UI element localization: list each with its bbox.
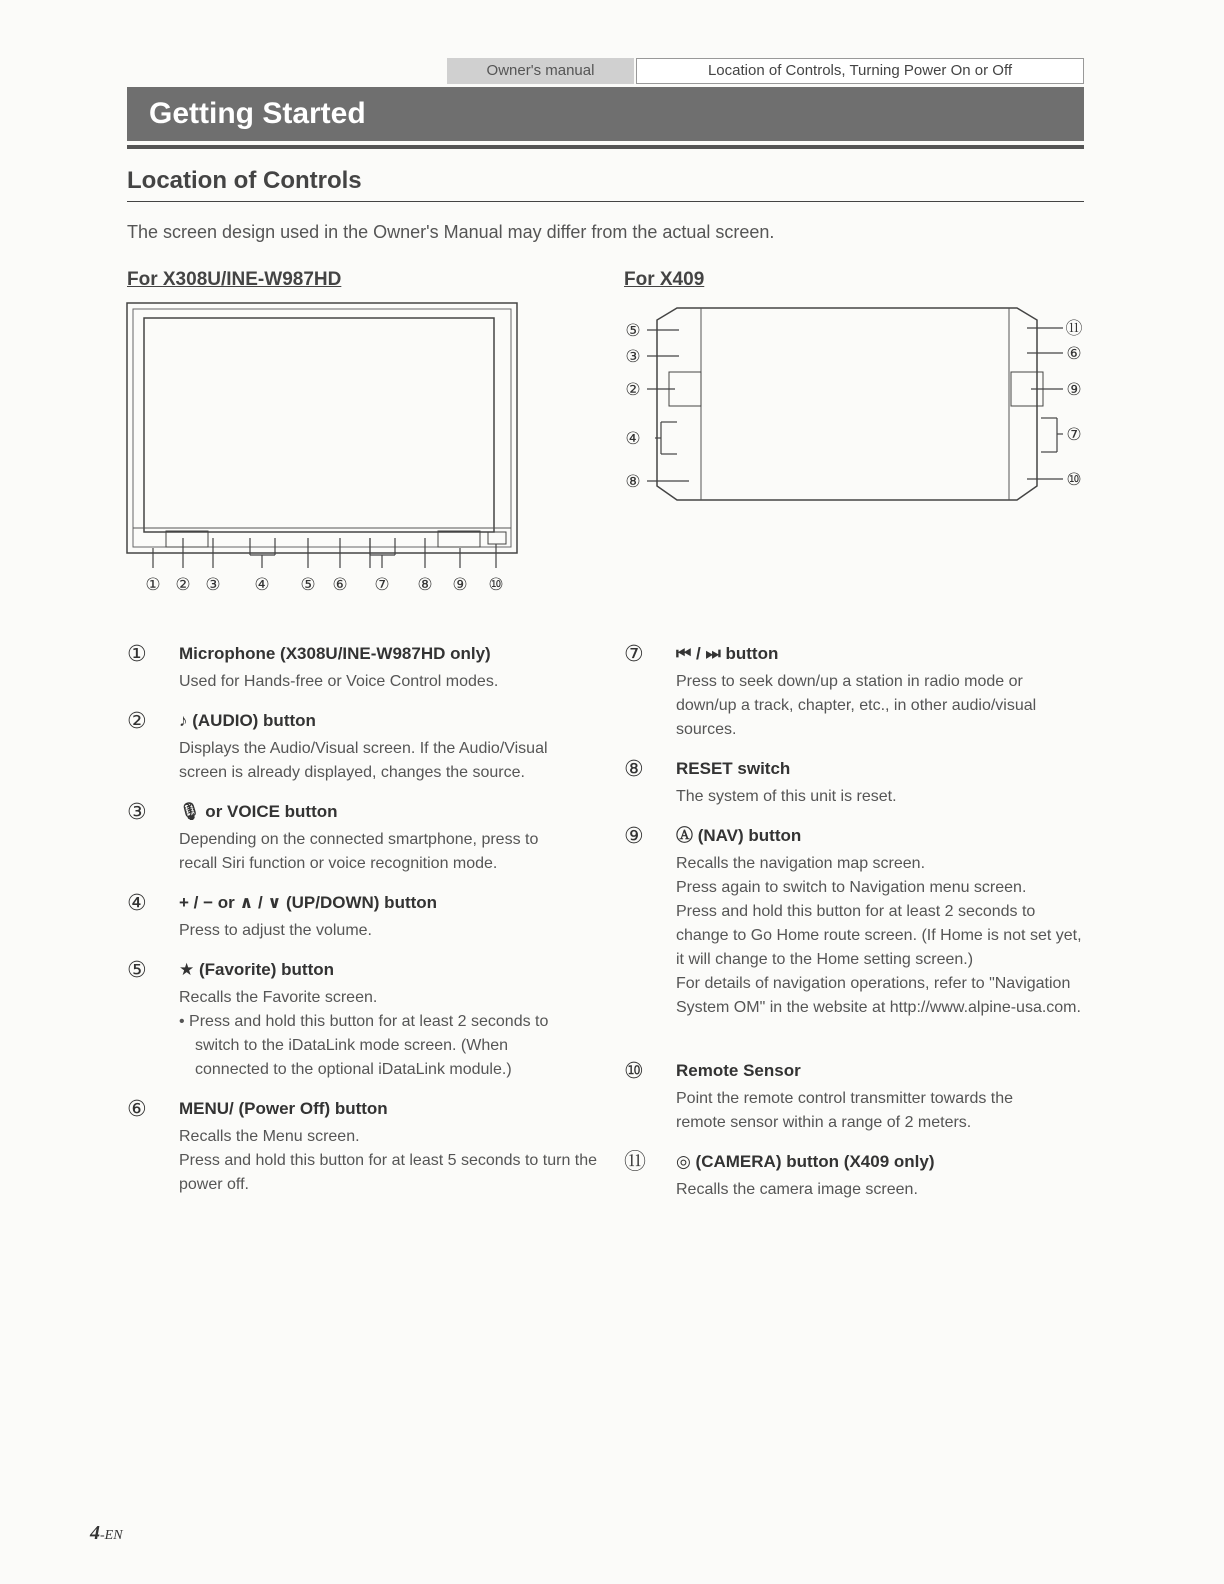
item-body: Press again to switch to Navigation menu screen. [676, 879, 1027, 896]
item-title: + / − or ∧ / ∨ (UP/DOWN) button [179, 893, 438, 912]
intro-text: The screen design used in the Owner's Manual may differ from the actual screen. [127, 222, 775, 242]
callout-r-11: ⑪ [1065, 319, 1083, 339]
model-heading-left: For X308U/INE-W987HD [127, 269, 342, 290]
callout-r-10: ⑩ [1066, 470, 1082, 490]
item-number: ⑪ [624, 1149, 647, 1174]
callout-r-4: ④ [625, 429, 641, 449]
item-body: Press to adjust the volume. [179, 922, 372, 939]
callout-10: ⑩ [488, 575, 504, 595]
item-body: Recalls the Favorite screen. [179, 989, 378, 1006]
item-body: Press and hold this button for at least 5 seconds to turn the power off. [179, 1152, 598, 1193]
model-heading-right: For X409 [624, 269, 705, 290]
item-number: ② [127, 708, 147, 733]
item-title: ♪ (AUDIO) button [179, 711, 316, 730]
item-body: For details of navigation operations, refer to "Navigation System OM" in the website at http://www.alpine-usa.com. [676, 975, 1081, 1016]
callout-7: ⑦ [374, 575, 390, 595]
item-title: 🎙 or VOICE button [179, 802, 338, 821]
item-number: ⑤ [127, 957, 147, 982]
item-number: ⑨ [624, 823, 644, 848]
page-suffix: -EN [100, 1528, 123, 1543]
callout-r-9: ⑨ [1066, 380, 1082, 400]
device-diagram-x409 [617, 300, 1092, 510]
callout-2: ② [175, 575, 191, 595]
item-number: ⑩ [624, 1058, 644, 1083]
item-title: Ⓐ (NAV) button [676, 826, 802, 845]
owners-manual-tab[interactable]: Owner's manual [447, 58, 634, 84]
callout-3: ③ [205, 575, 221, 595]
item-body: Depending on the connected smartphone, press to recall Siri function or voice recognition mode. [179, 831, 539, 872]
device-diagram-x308u [120, 300, 530, 605]
item-body: Recalls the camera image screen. [676, 1181, 918, 1198]
callout-8: ⑧ [417, 575, 433, 595]
item-number: ⑧ [624, 756, 644, 781]
item-title: ⏮ / ⏭ button [676, 644, 779, 663]
item-number: ⑥ [127, 1096, 147, 1121]
section-rule [127, 201, 1084, 202]
chapter-title: Getting Started [149, 97, 366, 130]
item-title: RESET switch [676, 759, 791, 778]
item-bullet: • Press and hold this button for at least 2 seconds to switch to the iDataLink mode screen. (When connected to the optional iDataLink module.) [179, 1013, 549, 1078]
page-number [90, 1522, 123, 1545]
callout-6: ⑥ [332, 575, 348, 595]
item-body: Recalls the navigation map screen. [676, 855, 926, 872]
chapter-rule [127, 145, 1084, 149]
item-body: Recalls the Menu screen. [179, 1128, 360, 1145]
callout-r-6: ⑥ [1066, 344, 1082, 364]
item-number: ③ [127, 799, 147, 824]
callout-r-3: ③ [625, 347, 641, 367]
callout-r-5: ⑤ [625, 321, 641, 341]
item-body: Displays the Audio/Visual screen. If the Audio/Visual screen is already displayed, changes the source. [179, 740, 548, 781]
item-number: ① [127, 641, 147, 666]
section-tab[interactable]: Location of Controls, Turning Power On or Off [636, 58, 1084, 84]
item-title: MENU/ (Power Off) button [179, 1099, 388, 1118]
item-bullet-text: Press and hold this button for at least 2 seconds to switch to the iDataLink mode screen. (When connected to the optional iDataLink module.) [189, 1013, 549, 1078]
item-title: ★ (Favorite) button [179, 960, 335, 979]
callout-9: ⑨ [452, 575, 468, 595]
section-title: Location of Controls [127, 167, 362, 194]
callout-r-8: ⑧ [625, 472, 641, 492]
item-title: Remote Sensor [676, 1061, 801, 1080]
item-body: The system of this unit is reset. [676, 788, 897, 805]
page-number-value: 4 [90, 1522, 100, 1544]
item-body: Press to seek down/up a station in radio mode or down/up a track, chapter, etc., in other audio/visual sources. [676, 673, 1037, 738]
item-body: Used for Hands-free or Voice Control modes. [179, 673, 499, 690]
callout-1: ① [145, 575, 161, 595]
callout-r-2: ② [625, 380, 641, 400]
callout-4: ④ [254, 575, 270, 595]
item-title: Microphone (X308U/INE-W987HD only) [179, 644, 491, 663]
item-body: Point the remote control transmitter towards the remote sensor within a range of 2 meters. [676, 1090, 1014, 1131]
item-number: ④ [127, 890, 147, 915]
item-title: ◎ (CAMERA) button (X409 only) [676, 1152, 935, 1171]
callout-r-7: ⑦ [1066, 425, 1082, 445]
item-number: ⑦ [624, 641, 644, 666]
item-body: Press and hold this button for at least 2 seconds to change to Go Home route screen. (If Home is not set yet, it will change to the Home setting screen.) [676, 903, 1082, 968]
callout-5: ⑤ [300, 575, 316, 595]
